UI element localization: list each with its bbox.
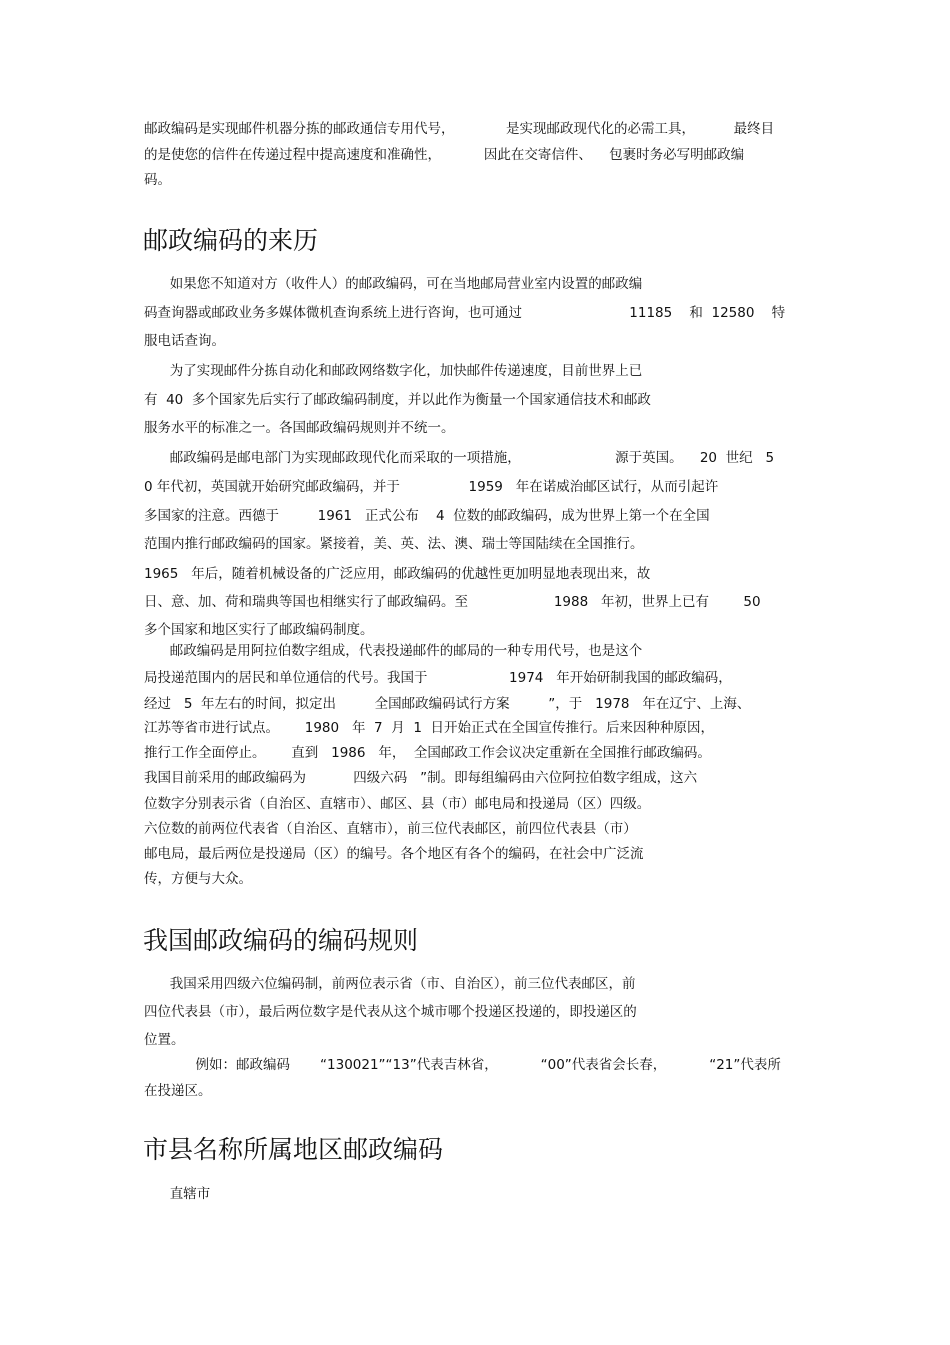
- body-line: 我国目前采用的邮政编码为 四级六码 ”制。即每组编码由六位阿拉伯数字组成，这六: [144, 770, 698, 786]
- body-line: 1965 年后，随着机械设备的广泛应用，邮政编码的优越性更加明显地表现出来，故: [144, 566, 651, 582]
- body-line: 服务水平的标准之一。各国邮政编码规则并不统一。: [144, 420, 455, 436]
- body-line: 邮政编码是邮电部门为实现邮政现代化而采取的一项措施， 源于英国。 20 世纪 5: [144, 450, 775, 466]
- body-line: 局投递范围内的居民和单位通信的代号。我国于 1974 年开始研制我国的邮政编码，: [144, 670, 732, 686]
- intro-line: 邮政编码是实现邮件机器分拣的邮政通信专用代号， 是实现邮政现代化的必需工具， 最终目: [144, 121, 775, 137]
- section-heading: 邮政编码的来历: [143, 226, 319, 255]
- body-line: 日、意、加、荷和瑞典等国也相继实行了邮政编码。至 1988 年初，世界上已有 50: [144, 594, 761, 610]
- body-line: 0 年代初，英国就开始研究邮政编码，并于 1959 年在诺威治邮区试行，从而引起许: [144, 479, 719, 495]
- body-line: 位数字分别表示省（自治区、直辖市）、邮区、县（市）邮电局和投递局（区）四级。: [144, 796, 651, 812]
- body-line: 江苏等省市进行试点。 1980 年 7 月 1 日开始正式在全国宣传推行。后来因种种原因，: [144, 720, 714, 736]
- body-line: 位置。: [144, 1032, 185, 1048]
- body-line: 在投递区。: [144, 1083, 212, 1099]
- section-heading: 我国邮政编码的编码规则: [143, 926, 419, 955]
- body-line: 如果您不知道对方（收件人）的邮政编码，可在当地邮局营业室内设置的邮政编: [144, 276, 643, 292]
- body-line: 为了实现邮件分拣自动化和邮政网络数字化，加快邮件传递速度，目前世界上已: [144, 363, 643, 379]
- intro-line: 的是使您的信件在传递过程中提高速度和准确性， 因此在交寄信件、 包裹时务必写明邮政编: [144, 147, 745, 163]
- body-line: 四位代表县（市），最后两位数字是代表从这个城市哪个投递区投递的，即投递区的: [144, 1004, 637, 1020]
- body-line: 我国采用四级六位编码制，前两位表示省（市、自治区），前三位代表邮区，前: [144, 976, 636, 992]
- body-line: 邮电局，最后两位是投递局（区）的编号。各个地区有各个的编码，在社会中广泛流: [144, 846, 644, 862]
- section-heading: 市县名称所属地区邮政编码: [143, 1135, 444, 1164]
- body-line: 直辖市: [144, 1186, 211, 1202]
- body-line: 多国家的注意。西德于 1961 正式公布 4 位数的邮政编码，成为世界上第一个在全国: [144, 508, 710, 524]
- body-line: 多个国家和地区实行了邮政编码制度。: [144, 622, 374, 638]
- body-line: 邮政编码是用阿拉伯数字组成，代表投递邮件的邮局的一种专用代号，也是这个: [144, 643, 643, 659]
- body-line: 范围内推行邮政编码的国家。紧接着，美、英、法、澳、瑞士等国陆续在全国推行。: [144, 536, 644, 552]
- body-line: 传，方便与大众。: [144, 871, 252, 887]
- intro-line: 码。: [144, 172, 171, 188]
- body-line: 码查询器或邮政业务多媒体微机查询系统上进行咨询，也可通过 11185 和 12580 特: [144, 305, 786, 321]
- body-line: 有 40 多个国家先后实行了邮政编码制度，并以此作为衡量一个国家通信技术和邮政: [144, 392, 651, 408]
- body-line: 推行工作全面停止。 直到 1986 年， 全国邮政工作会议决定重新在全国推行邮政编码。: [144, 745, 711, 761]
- body-line: 经过 5 年左右的时间，拟定出 全国邮政编码试行方案 ”，于 1978 年在辽宁、上海、: [144, 696, 751, 712]
- body-line: 例如：邮政编码 “130021”“13”代表吉林省， “00”代表省会长春， “21”代表所: [144, 1057, 781, 1073]
- body-line: 服电话查询。: [144, 333, 225, 349]
- body-line: 六位数的前两位代表省（自治区、直辖市），前三位代表邮区，前四位代表县（市）: [144, 821, 637, 837]
